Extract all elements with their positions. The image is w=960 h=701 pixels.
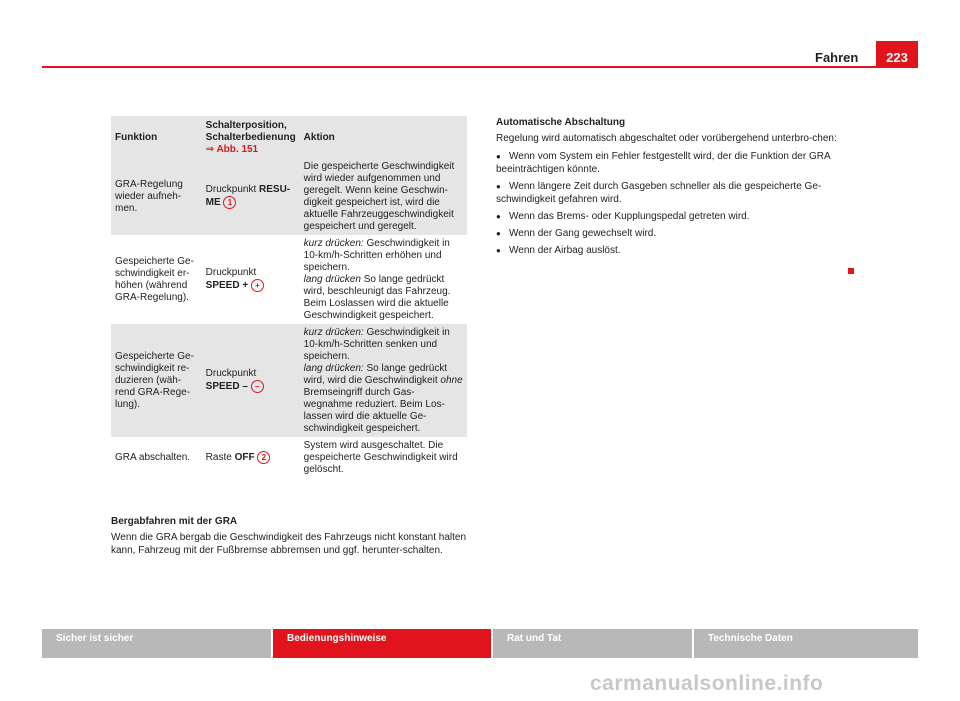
header-schalter-line2: Schalterbedienung bbox=[205, 131, 296, 143]
callout-badge: 1 bbox=[223, 196, 236, 209]
callout-badge: 2 bbox=[257, 451, 270, 464]
bullet-icon: ● bbox=[496, 229, 501, 238]
header-funktion: Funktion bbox=[111, 116, 202, 158]
lang-label: lang drücken: bbox=[303, 363, 364, 374]
cell-schalter bbox=[202, 235, 300, 324]
plus-icon: + bbox=[251, 279, 264, 292]
section-paragraph: Regelung wird automatisch abgeschaltet oder vorübergehend unterbro-chen: bbox=[496, 133, 837, 144]
ohne-text: ohne bbox=[440, 375, 463, 386]
schalter-key: RESU-ME bbox=[205, 184, 291, 209]
cell-schalter bbox=[202, 437, 300, 478]
table-row bbox=[111, 235, 467, 324]
list-item-text: Wenn vom System ein Fehler festgestellt wird, der die Funktion der GRA beeinträchtigen könnte. bbox=[496, 151, 831, 175]
schalter-text: Druckpunkt bbox=[205, 368, 257, 380]
bullet-icon: ● bbox=[496, 182, 501, 191]
header-schalter-line1: Schalterposition, bbox=[205, 119, 287, 131]
schalter-text: Druckpunkt bbox=[205, 267, 257, 279]
section-heading: Automatische Abschaltung bbox=[496, 117, 626, 128]
bullet-icon: ● bbox=[496, 246, 501, 255]
table-header-row bbox=[111, 116, 467, 158]
kurz-label: kurz drücken: bbox=[303, 238, 364, 249]
list-item-text: Wenn der Airbag auslöst. bbox=[509, 245, 621, 256]
list-item-text: Wenn der Gang gewechselt wird. bbox=[509, 228, 657, 239]
cell-aktion bbox=[300, 235, 467, 324]
cell-aktion: System wird ausgeschaltet. Die gespeicherte Geschwindigkeit wird gelöscht. bbox=[303, 440, 458, 475]
footer-tab-rat[interactable]: Rat und Tat bbox=[493, 629, 692, 658]
list-item bbox=[496, 244, 856, 257]
kurz-text: Geschwindigkeit in 10-km/h-Schritten erhöhen und speichern. bbox=[303, 238, 450, 273]
bullet-icon: ● bbox=[496, 152, 501, 161]
cell-funktion: GRA abschalten. bbox=[115, 452, 191, 463]
list-item-text: Wenn das Brems- oder Kupplungspedal getreten wird. bbox=[509, 211, 750, 222]
bergab-section bbox=[111, 515, 471, 557]
lang-text: So lange gedrückt wird, wird die Geschwindigkeit bbox=[303, 363, 448, 386]
cell-schalter bbox=[202, 158, 300, 235]
list-item bbox=[496, 210, 856, 223]
schalter-text: Druckpunkt bbox=[205, 184, 260, 196]
chapter-title: Fahren bbox=[815, 50, 859, 65]
footer-tab-sicher[interactable]: Sicher ist sicher bbox=[42, 629, 271, 658]
kurz-label: kurz drücken: bbox=[303, 327, 364, 338]
cell-funktion: Gespeicherte Ge-schwindigkeit er-höhen (während GRA-Regelung). bbox=[115, 256, 194, 303]
cell-funktion: Gespeicherte Ge-schwindigkeit re-duzieren (wäh-rend GRA-Rege-lung). bbox=[111, 324, 202, 437]
gra-function-table bbox=[111, 116, 467, 478]
bullet-icon: ● bbox=[496, 212, 501, 221]
cell-aktion bbox=[300, 324, 467, 437]
section-heading: Bergabfahren mit der GRA bbox=[111, 516, 238, 527]
bullet-list bbox=[496, 150, 856, 257]
table-row bbox=[111, 324, 467, 437]
table-row bbox=[111, 158, 467, 235]
cell-aktion: Die gespeicherte Geschwindigkeit wird wieder aufgenommen und geregelt. Wenn keine Geschwin-digkeit gespeichert ist, wird die aktuelle Fahrzeuggeschwindigkeit gespeichert und geregelt. bbox=[300, 158, 467, 235]
section-end-marker bbox=[848, 268, 854, 274]
lang-text: So lange gedrückt wird, beschleunigt das Fahrzeug. Beim Loslassen wird die aktuelle Geschwindigkeit gespeichert. bbox=[303, 274, 451, 321]
figure-reference-link[interactable]: ⇒ Abb. 151 bbox=[205, 143, 259, 155]
header-rule bbox=[42, 66, 918, 68]
lang-text-2: Bremseingriff durch Gas-wegnahme reduziert. Beim Los-lassen wird die aktuelle Ge-schwindigkeit gespeichert. bbox=[303, 387, 445, 434]
footer-tab-technik[interactable]: Technische Daten bbox=[694, 629, 918, 658]
schalter-text: Raste bbox=[205, 452, 235, 464]
list-item bbox=[496, 180, 856, 206]
section-paragraph: Wenn die GRA bergab die Geschwindigkeit des Fahrzeugs nicht konstant halten kann, Fahrzeug mit der Fußbremse abbremsen und ggf. herunter-schalten. bbox=[111, 532, 467, 556]
list-item-text: Wenn längere Zeit durch Gasgeben schneller als die gespeicherte Ge-schwindigkeit gefahren wird. bbox=[496, 181, 822, 205]
footer-tab-bedienung[interactable]: Bedienungshinweise bbox=[273, 629, 491, 658]
minus-icon: – bbox=[251, 380, 264, 393]
lang-label: lang drücken bbox=[303, 274, 361, 285]
abschaltung-section bbox=[496, 116, 856, 261]
schalter-key: OFF bbox=[234, 452, 255, 464]
watermark: carmanualsonline.info bbox=[590, 672, 824, 695]
schalter-key: SPEED + bbox=[205, 280, 249, 292]
header-aktion: Aktion bbox=[300, 116, 467, 158]
list-item bbox=[496, 150, 856, 176]
list-item bbox=[496, 227, 856, 240]
cell-schalter bbox=[202, 324, 300, 437]
table-row bbox=[111, 437, 467, 478]
kurz-text: Geschwindigkeit in 10-km/h-Schritten senken und speichern. bbox=[303, 327, 450, 362]
schalter-key: SPEED – bbox=[205, 381, 248, 393]
header-schalter bbox=[202, 116, 300, 158]
page-number: 223 bbox=[876, 41, 918, 68]
cell-funktion: GRA-Regelung wieder aufneh-men. bbox=[111, 158, 202, 235]
